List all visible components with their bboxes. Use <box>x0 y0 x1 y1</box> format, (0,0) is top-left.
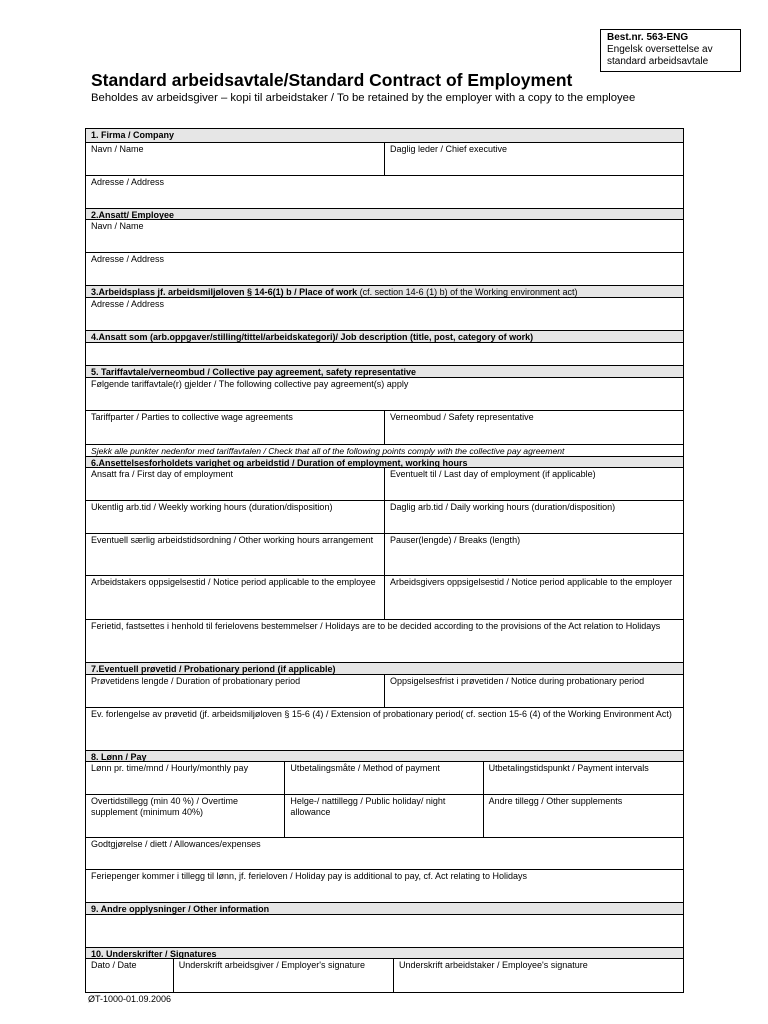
other-information-field[interactable] <box>86 914 683 947</box>
section-9-header: 9. Andre opplysninger / Other information <box>86 902 683 914</box>
employee-notice-field[interactable]: Arbeidstakers oppsigelsestid / Notice period applicable to the employee <box>91 577 376 587</box>
order-number-box <box>600 29 741 72</box>
other-supplements-field[interactable]: Andre tillegg / Other supplements <box>483 795 683 837</box>
breaks-field[interactable]: Pauser(lengde) / Breaks (length) <box>384 534 683 575</box>
page-title: Standard arbeidsavtale/Standard Contract of Employment <box>91 70 573 90</box>
allowances-field[interactable]: Godtgjørelse / diett / Allowances/expenses <box>91 839 261 849</box>
probation-notice-field[interactable]: Oppsigelsesfrist i prøvetiden / Notice during probationary period <box>384 675 683 707</box>
agreement-parties-field[interactable]: Tariffparter / Parties to collective wage agreements <box>91 412 293 422</box>
section-10-row-signatures <box>86 958 683 992</box>
collective-agreement-field[interactable]: Følgende tariffavtale(r) gjelder / The following collective pay agreement(s) apply <box>91 379 409 389</box>
section-7-row-duration <box>86 674 683 707</box>
section-3-header <box>86 285 683 297</box>
holiday-pay-note: Feriepenger kommer i tillegg til lønn, jf. ferieloven / Holiday pay is additional to pay, cf. Act relating to Holidays <box>91 871 528 881</box>
page-subtitle: Beholdes av arbeidsgiver – kopi til arbeidstaker / To be retained by the employer with a copy to the employee <box>91 92 636 104</box>
employer-notice-field[interactable]: Arbeidsgivers oppsigelsestid / Notice period applicable to the employer <box>384 576 683 619</box>
probation-duration-field[interactable]: Prøvetidens lengde / Duration of probationary period <box>91 676 301 686</box>
payment-method-field[interactable]: Utbetalingsmåte / Method of payment <box>284 762 482 794</box>
job-description-field[interactable] <box>86 342 683 365</box>
section-7-header: 7.Eventuell prøvetid / Probationary periond (if applicable) <box>86 662 683 674</box>
section-8-row-supplements <box>86 794 683 837</box>
company-address-field[interactable]: Adresse / Address <box>91 177 165 187</box>
section-4-header: 4.Ansatt som (arb.oppgaver/stilling/tittel/arbeidskategori)/ Job description (title, post, category of work) <box>86 330 683 342</box>
section-6-row-hours <box>86 500 683 533</box>
holiday-night-field[interactable]: Helge-/ nattillegg / Public holiday/ night allowance <box>284 795 482 837</box>
section-8-row-holiday-pay <box>86 869 683 902</box>
holidays-field[interactable]: Ferietid, fastsettes i henhold til ferielovens bestemmelser / Holidays are to be decided according to the provisions of the Act relation to Holidays <box>91 621 661 631</box>
overtime-field[interactable]: Overtidstillegg (min 40 %) / Overtime supplement (minimum 40%) <box>91 796 239 817</box>
section-3-row-address <box>86 297 683 330</box>
section-8-row-pay <box>86 761 683 794</box>
hourly-pay-field[interactable]: Lønn pr. time/mnd / Hourly/monthly pay <box>91 763 249 773</box>
payment-intervals-field[interactable]: Utbetalingstidspunkt / Payment intervals <box>483 762 683 794</box>
section-6-row-dates <box>86 467 683 500</box>
employee-signature-field[interactable]: Underskrift arbeidstaker / Employee's signature <box>393 959 683 992</box>
signature-date-field[interactable]: Dato / Date <box>91 960 137 970</box>
section-1-header: 1. Firma / Company <box>86 129 683 142</box>
chief-executive-field[interactable]: Daglig leder / Chief executive <box>384 143 683 175</box>
probation-extension-field[interactable]: Ev. forlengelse av prøvetid (jf. arbeidsmiljøloven § 15-6 (4) / Extension of probationary period( cf. section 15-6 (4) of the Working Environment Act) <box>91 709 672 719</box>
section-2-row-name <box>86 219 683 252</box>
section-7-row-extension <box>86 707 683 750</box>
section-2-row-address <box>86 252 683 285</box>
section-3-title: 3.Arbeidsplass jf. arbeidsmiljøloven § 14-6(1) b / Place of work <box>91 287 358 297</box>
safety-representative-field[interactable]: Verneombud / Safety representative <box>384 411 683 444</box>
last-day-field[interactable]: Eventuelt til / Last day of employment (if applicable) <box>384 468 683 500</box>
employee-name-field[interactable]: Navn / Name <box>91 221 144 231</box>
section-5-check-note: Sjekk alle punkter nedenfor med tariffavtalen / Check that all of the following points comply with the collective pay agreement <box>86 444 683 456</box>
section-5-row-parties <box>86 410 683 444</box>
daily-hours-field[interactable]: Daglig arb.tid / Daily working hours (duration/disposition) <box>384 501 683 533</box>
section-5-row-agreement <box>86 377 683 410</box>
weekly-hours-field[interactable]: Ukentlig arb.tid / Weekly working hours (duration/disposition) <box>91 502 333 512</box>
contract-form <box>85 128 684 993</box>
section-1-row-address <box>86 175 683 208</box>
employee-address-field[interactable]: Adresse / Address <box>91 254 165 264</box>
section-10-header: 10. Underskrifter / Signatures <box>86 947 683 958</box>
company-name-field[interactable]: Navn / Name <box>91 144 144 154</box>
section-6-row-holidays <box>86 619 683 662</box>
section-6-row-arrangement <box>86 533 683 575</box>
section-5-header: 5. Tariffavtale/verneombud / Collective pay agreement, safety representative <box>86 365 683 377</box>
section-8-row-allowances <box>86 837 683 869</box>
section-2-header: 2.Ansatt/ Employee <box>86 208 683 219</box>
employer-signature-field[interactable]: Underskrift arbeidsgiver / Employer's signature <box>173 959 393 992</box>
order-number: Best.nr. 563-ENG <box>607 32 689 43</box>
order-box-line1: Engelsk oversettelse av <box>607 44 713 55</box>
other-hours-field[interactable]: Eventuell særlig arbeidstidsordning / Other working hours arrangement <box>91 535 374 545</box>
workplace-address-field[interactable]: Adresse / Address <box>91 299 165 309</box>
order-box-line2: standard arbeidsavtale <box>607 56 709 67</box>
first-day-field[interactable]: Ansatt fra / First day of employment <box>91 469 234 479</box>
section-1-row-name <box>86 142 683 175</box>
form-code: ØT-1000-01.09.2006 <box>88 994 172 1004</box>
section-3-note: (cf. section 14-6 (1) b) of the Working environment act) <box>357 287 578 297</box>
section-6-header: 6.Ansettelsesforholdets varighet og arbeidstid / Duration of employment, working hours <box>86 456 683 467</box>
section-8-header: 8. Lønn / Pay <box>86 750 683 761</box>
section-6-row-notice <box>86 575 683 619</box>
